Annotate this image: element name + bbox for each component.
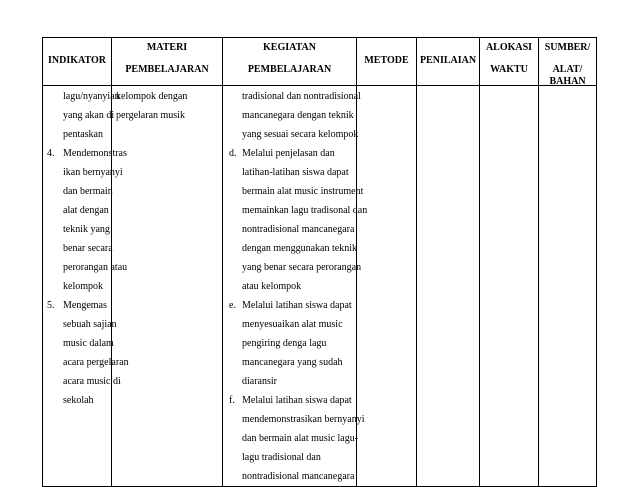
item-text: kelompok: [63, 281, 103, 292]
indikator-line: [43, 125, 111, 144]
item-text: Mengemas: [63, 300, 107, 311]
item-text: yang sesuai secara kelompok: [242, 129, 359, 140]
item-text: perorangan atau: [63, 262, 128, 273]
indikator-line: [43, 353, 129, 372]
item-number: 5.: [47, 300, 55, 311]
header-alokasi: ALOKASI WAKTU: [480, 38, 539, 86]
item-text: sebuah sajian: [63, 319, 117, 330]
item-text: pentaskan: [63, 129, 103, 140]
indikator-line: [43, 182, 111, 201]
kegiatan-line: [223, 448, 356, 467]
lesson-plan-table: [42, 37, 597, 487]
indikator-line: [43, 106, 115, 125]
kegiatan-line: [223, 220, 356, 239]
materi-list: [112, 86, 222, 125]
kegiatan-line: [223, 87, 361, 106]
item-text: menyesuaikan alat music: [242, 319, 343, 330]
item-text: mancanegara yang sudah: [242, 357, 343, 368]
item-text: sekolah: [63, 395, 94, 406]
materi-line: kelompok dengan: [116, 91, 188, 102]
item-text: dan bermain: [63, 186, 113, 197]
kegiatan-line: [223, 372, 356, 391]
kegiatan-line: [223, 334, 356, 353]
kegiatan-line: [223, 429, 359, 448]
cell-alokasi: [480, 86, 539, 487]
item-number: d.: [229, 148, 237, 159]
kegiatan-line: [223, 239, 356, 258]
item-text: yang benar secara perorangan: [242, 262, 362, 273]
kegiatan-line: [223, 467, 356, 486]
kegiatan-line: [223, 353, 356, 372]
item-text: Melalui penjelasan dan: [242, 148, 335, 159]
header-materi: MATERI PEMBELAJARAN: [112, 38, 223, 86]
item-text: pengiring denga lagu: [242, 338, 327, 349]
item-text: dan bermain alat music lagu-: [242, 433, 359, 444]
indikator-list: [43, 86, 129, 410]
item-text: dengan menggunakan teknik: [242, 243, 357, 254]
indikator-line: [43, 201, 111, 220]
kegiatan-line: [223, 296, 356, 315]
item-text: alat dengan: [63, 205, 109, 216]
item-text: memainkan lagu tradisonal dan: [242, 205, 368, 216]
header-kegiatan: KEGIATAN PEMBELAJARAN: [223, 38, 357, 86]
header-penilaian: PENILAIAN: [417, 38, 480, 86]
kegiatan-line: [223, 201, 368, 220]
kegiatan-list: [223, 86, 368, 486]
header-row: [43, 38, 597, 86]
item-text: lagu tradisional dan: [242, 452, 321, 463]
header-metode: METODE: [357, 38, 417, 86]
kegiatan-line: [223, 258, 362, 277]
item-text: atau kelompok: [242, 281, 302, 292]
item-text: Melalui latihan siswa dapat: [242, 300, 352, 311]
cell-sumber: [539, 86, 597, 487]
item-text: diaransir: [242, 376, 277, 387]
kegiatan-line: [223, 410, 365, 429]
cell-metode: [357, 86, 417, 487]
item-text: ikan bernyanyi: [63, 167, 123, 178]
kegiatan-line: [223, 144, 356, 163]
indikator-line: [43, 144, 127, 163]
item-text: acara pergelaran: [63, 357, 129, 368]
indikator-line: [43, 163, 123, 182]
content-row: [43, 86, 597, 487]
item-number: e.: [229, 300, 236, 311]
item-text: acara music di: [63, 376, 121, 387]
indikator-line: [43, 258, 128, 277]
item-text: bermain alat music instrument: [242, 186, 364, 197]
item-text: teknik yang: [63, 224, 110, 235]
item-text: latihan-latihan siswa dapat: [242, 167, 349, 178]
cell-penilaian: [417, 86, 480, 487]
item-text: Mendemonstras: [63, 148, 127, 159]
cell-materi: [112, 86, 223, 487]
kegiatan-line: [223, 106, 356, 125]
indikator-line: [43, 334, 114, 353]
item-text: lagu/nyanyian: [63, 91, 120, 102]
indikator-line: [43, 391, 111, 410]
item-number: 4.: [47, 148, 55, 159]
indikator-line: [43, 87, 120, 106]
kegiatan-line: [223, 315, 356, 334]
indikator-line: [43, 315, 117, 334]
item-number: f.: [229, 395, 235, 406]
item-text: yang akan di: [63, 110, 115, 121]
item-text: nontradisional mancanegara: [242, 471, 355, 482]
header-sumber: SUMBER/ ALAT/ BAHAN: [539, 38, 597, 86]
indikator-line: [43, 372, 121, 391]
item-text: mendemonstrasikan bernyanyi: [242, 414, 365, 425]
item-text: mancanegara dengan teknik: [242, 110, 354, 121]
item-text: Melalui latihan siswa dapat: [242, 395, 352, 406]
item-text: nontradisional mancanegara: [242, 224, 355, 235]
kegiatan-line: [223, 391, 356, 410]
kegiatan-line: [223, 277, 356, 296]
materi-line: pergelaran musik: [116, 110, 185, 121]
item-text: music dalam: [63, 338, 114, 349]
item-text: benar secara: [63, 243, 113, 254]
indikator-line: [43, 296, 111, 315]
indikator-line: [43, 220, 111, 239]
cell-indikator: [43, 86, 129, 487]
cell-kegiatan: [223, 86, 368, 487]
kegiatan-line: [223, 182, 364, 201]
indikator-line: [43, 239, 111, 258]
kegiatan-line: [223, 163, 356, 182]
item-text: tradisional dan nontradisional: [242, 91, 361, 102]
indikator-line: [43, 277, 111, 296]
kegiatan-line: [223, 125, 359, 144]
header-indikator: INDIKATOR: [43, 38, 112, 86]
